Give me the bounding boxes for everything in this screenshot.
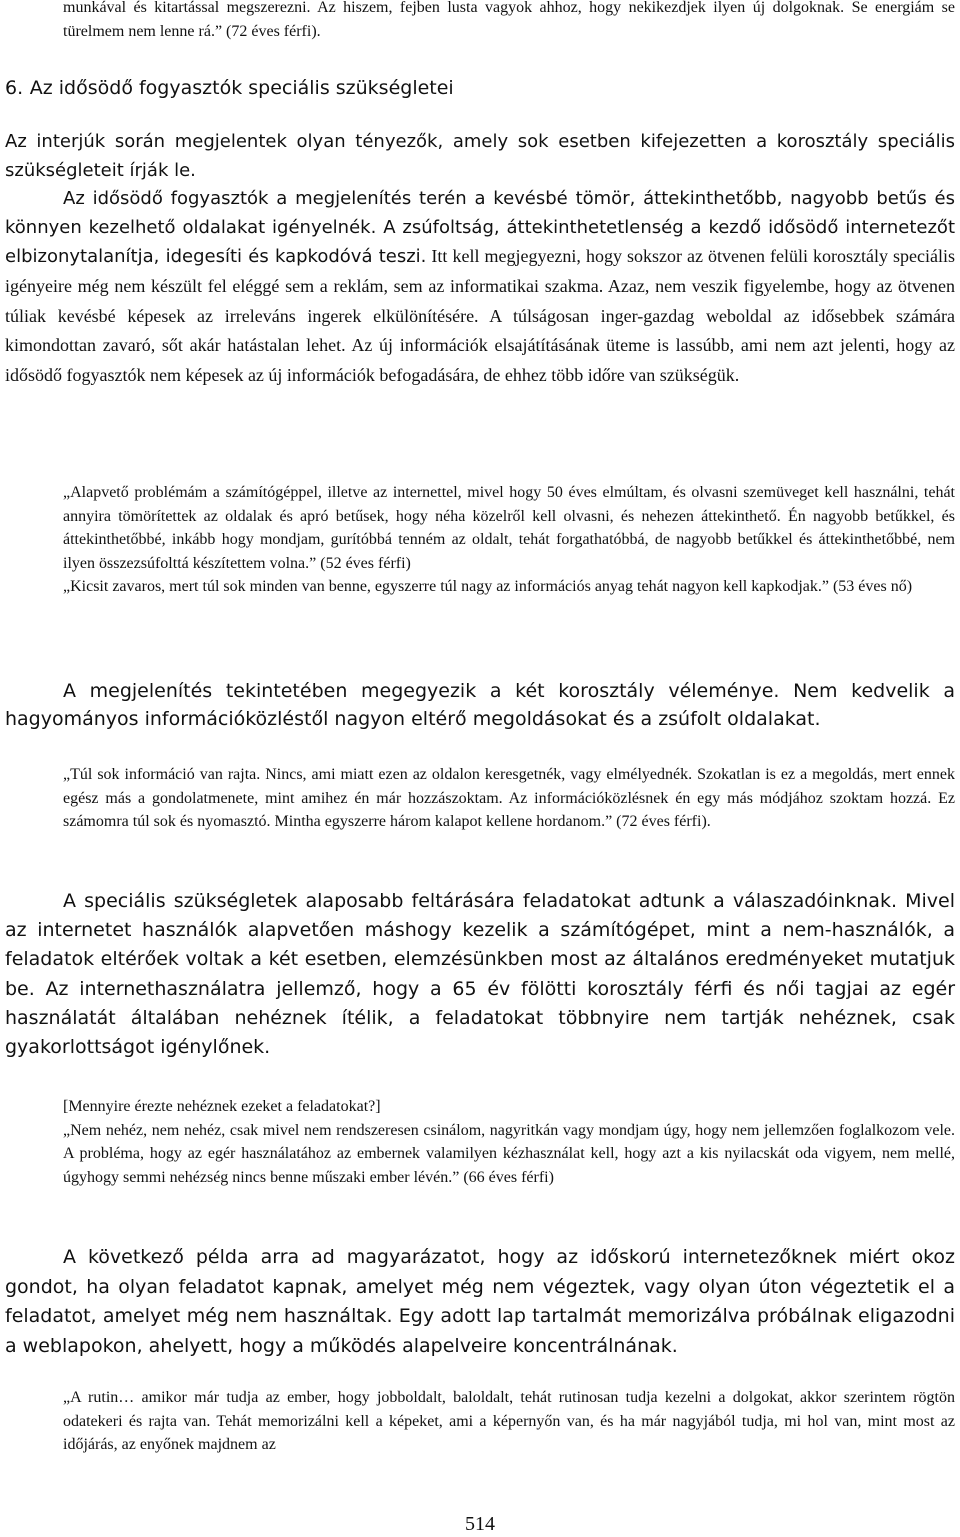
paragraph-intro: Az interjúk során megjelentek olyan tényezők, amely sok esetben kifejezetten a korosztály speciális szükségleteit írják le. — [5, 131, 955, 181]
section-heading — [5, 74, 925, 102]
interview-quote-routine: „A rutin… amikor már tudja az ember, hogy jobboldalt, baloldalt, tehát rutinosan tudja kezelni a dolgokat, akkor szerintem rögtön odatekeri és rajta van. Tehát memorizálni kell a képeket, ami a képernyőn van, és ha már nagyjából tudja, mi hol van, mint most az időjárás, az enyőnek majdnem az — [63, 1389, 955, 1453]
paragraph-body-sans: Az idősödő fogyasztók a megjelenítés terén a kevésbé tömör, áttekinthetőbb, nagyobb betűs és könnyen kezelhető oldalakat igényelnék. A zsúfoltság, áttekinthetetlenség a kezdő idősödő internetezőt elbizonytalanítja, idegesíti és kapkodóvá teszi. — [5, 188, 955, 268]
quote-53-female: „Kicsit zavaros, mert túl sok minden van benne, egyszerre túl nagy az információs anyag tehát nagyon kell kapkodjak.” (53 éves nő) — [63, 578, 913, 596]
interview-quote-block-1 — [63, 481, 955, 599]
page-number: 514 — [465, 1513, 495, 1535]
paragraph-example: A következő példa arra ad magyarázatot, hogy az időskorú internetezőknek miért okoz gondot, ha olyan feladatot kapnak, amelyet még nem végeztek, vagy olyan úton végeztetik el a feladatot, amelyet még nem használtak. Egy adott lap tartalmát memorizálva próbálnak eligazodni a weblapokon, ahelyett, hogy a működés alapelveire koncentrálnának. — [5, 1246, 955, 1357]
section-number: 6. — [5, 77, 24, 99]
quote-52-male: „Alapvető problémám a számítógéppel, illetve az internettel, mivel hogy 50 éves elmúltam, és olvasni szemüveget kell használni, tehát annyira tömörítettek az oldalak és apró betűsek, hogy néha közelről kell olvasni, és nehezen áttekinthető. Én nagyobb betűkkel, és áttekinthetőbbé, inkább hogy mondjam, gurítóbbá tenném az oldalt, tehát forgathatóbbá, de nagyobb betűkkel és áttekinthetőbbé, nem ilyen összezsúfolttá készítettem volna.” (52 éves férfi) — [63, 484, 955, 572]
interview-quote-66-male — [63, 1095, 955, 1189]
paragraph-body-serif: Itt kell megjegyezni, hogy sokszor az ötvenen felüli korosztály speciális igényeire még nem készült fel eléggé sem a reklám, sem az informatikai szakma. Azaz, nem veszik figyelembe, hogy az ötvenen túliak kevésbé képesek az irreleváns ingerek elkülönítésére. A túlságosan inger-gazdag weboldal az idősebbek számára kimondottan zavaró, sőt akár hatástalan lehet. Az új információk elsajátításának üteme is lassúbb, ami nem azt jelenti, hogy az idősödő fogyasztók nem képesek az új információk befogadására, de ehhez több időre van szükségük. — [5, 246, 955, 385]
paragraph-special-needs — [5, 128, 955, 390]
top-quote-continuation: munkával és kitartással megszerezni. Az hiszem, fejben lusta vagyok ahhoz, hogy nekikezdjek ilyen új dolgoknak. Se energiám se türelmem nem lenne rá.” (72 éves férfi). — [63, 0, 955, 40]
interview-answer: „Nem nehéz, nem nehéz, csak mivel nem rendszeresen csinálom, nagyritkán vagy mondjam úgy, hogy nem jellemzően foglalkozom vele. A probléma, hogy az egér használatához az embernek valamilyen kézhasználat kell, hogy azt a kis nyilacskát oda vigyem, nem mellé, úgyhogy semmi nehézség nincs benne műszaki ember lévén.” (66 éves férfi) — [63, 1121, 955, 1186]
section-title: Az idősödő fogyasztók speciális szükségletei — [29, 77, 454, 99]
interview-quote-72-male: „Túl sok információ van rajta. Nincs, ami miatt ezen az oldalon keresgetnék, vagy elmélyednék. Szokatlan is ez a megoldás, mert ennek egész más a gondolatmenete, mint amihez én már hozzászoktam. Az információközlésnek én egy más módjához szoktam hozzá. Ez számomra túl sok és nyomasztó. Mintha egyszerre három kalapot kellene hordanom.” (72 éves férfi). — [63, 766, 955, 830]
paragraph-tasks: A speciális szükségletek alaposabb feltárására feladatokat adtunk a válaszadóinknak. Mivel az internetet használók alapvetően máshogy kezelik a számítógépet, mint a nem-használók, a feladatok eltérőek voltak a két esetben, elemzésünkben most az általános eredményeket mutatjuk be. Az internethasználatra jellemző, hogy a 65 év fölötti korosztály férfi és női tagjai az egér használatát általában nehéznek ítélik, a feladatokat többnyire nem tartják nehéznek, csak gyakorlottságot igénylőnek. — [5, 890, 955, 1059]
paragraph-display-opinion: A megjelenítés tekintetében megegyezik a két korosztály véleménye. Nem kedvelik a hagyományos információközléstől nagyon eltérő megoldásokat és a zsúfolt oldalakat. — [5, 680, 955, 730]
interview-question: [Mennyire érezte nehéznek ezeket a feladatokat?] — [63, 1098, 381, 1115]
